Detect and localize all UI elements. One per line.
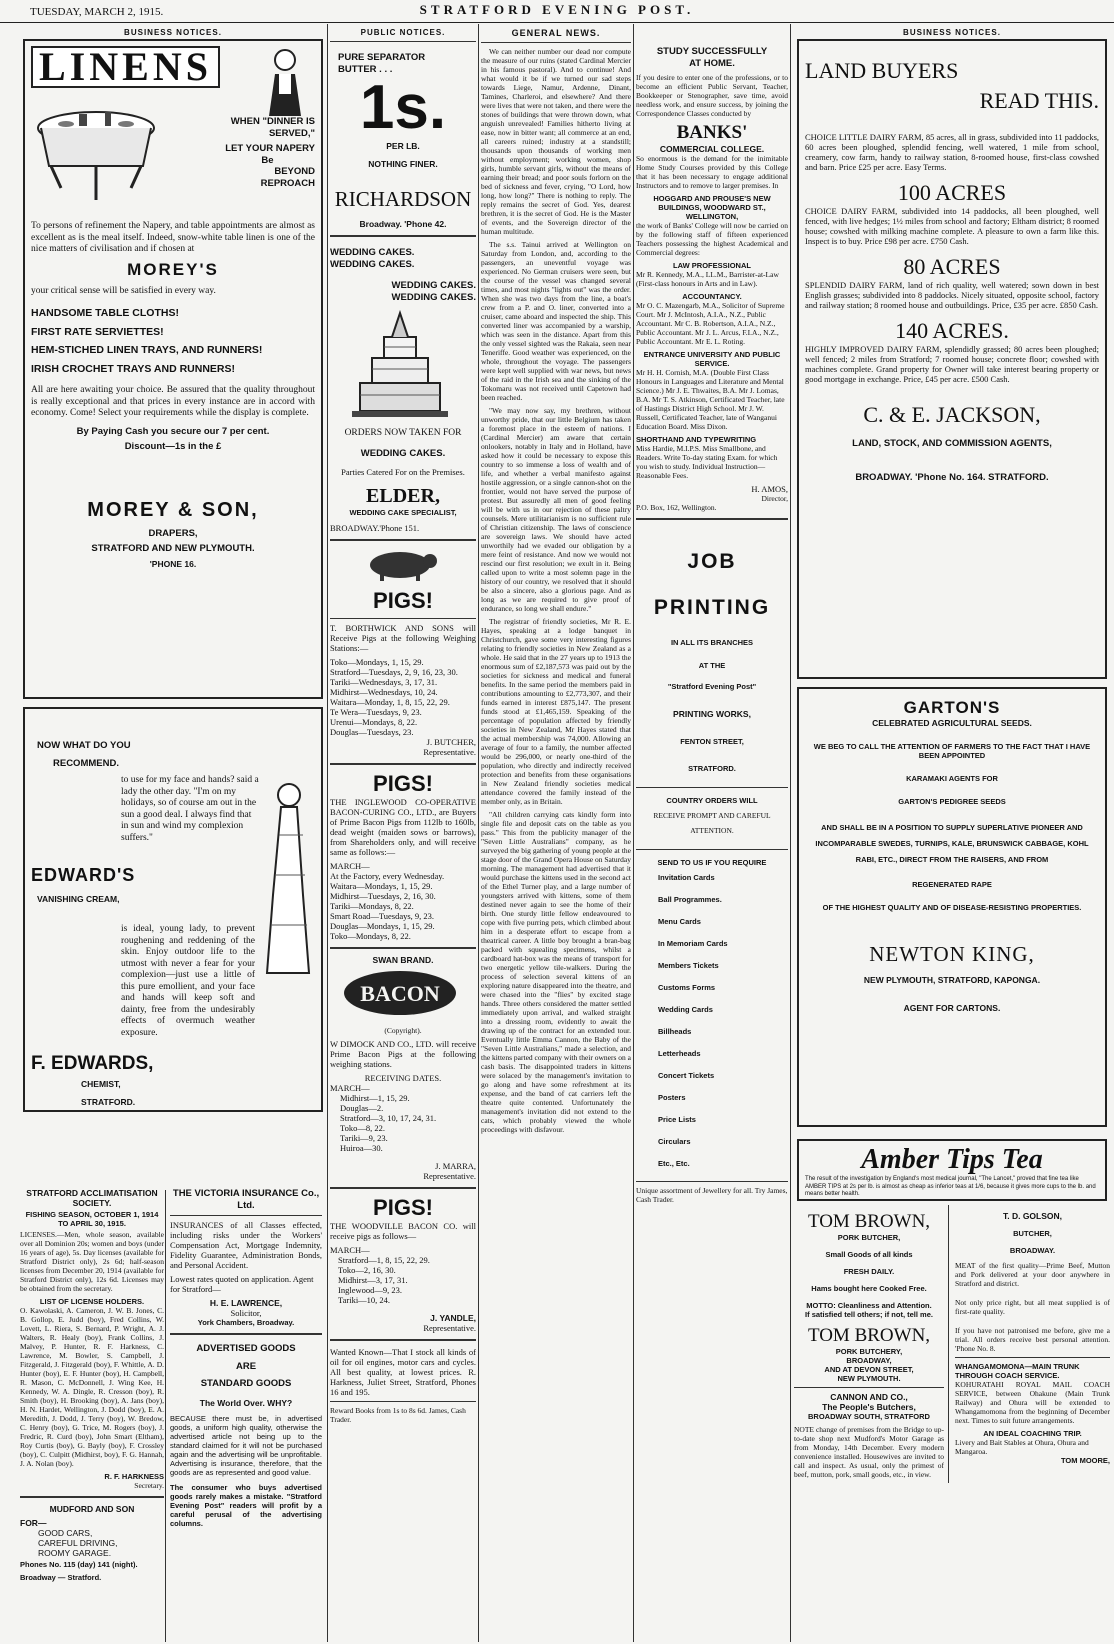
amber-tips-advert [797, 1139, 1107, 1201]
cannon-street: BROADWAY SOUTH, STRATFORD [808, 1412, 930, 1421]
tom-hams: Hams bought here Cooked Free. [811, 1284, 927, 1293]
swan-month: MARCH— [330, 1083, 370, 1093]
pigs3-sign: J. YANDLE, [430, 1313, 476, 1323]
tom-broadway: BROADWAY, [846, 1356, 892, 1365]
swan-station: Douglas—2. [340, 1103, 384, 1113]
cakes-orders: ORDERS NOW TAKEN FOR [344, 428, 462, 438]
golson-try: If you have not patronised me before, give me a trial. All orders receive best personal attention. 'Phone No. 8. [955, 1326, 1110, 1353]
land-heading-1: LAND BUYERS [805, 58, 959, 83]
richardson-street: Broadway. 'Phone 42. [359, 219, 447, 229]
garton-line-6: OF THE HIGHEST QUALITY AND OF DISEASE-RESISTING PROPERTIES. [822, 903, 1082, 912]
column-rule [327, 24, 328, 1642]
pigs1-station: Waitara—Monday, 1, 8, 15, 22, 29. [330, 697, 450, 707]
mudford-firm: MUDFORD AND SON [49, 1504, 135, 1514]
advert-body: BECAUSE there must be, in advertised goods, a uniform high quality, otherwise the advertised article not being up to the standard claimed for it will not be purchased again and the advertising will be unprofitable. Advertising is insurance, therefore, that the goods are as represented and good value. [170, 1413, 322, 1477]
waiter-illustration [255, 46, 315, 116]
coach-heading-2: KOHURATAHI ROYAL MAIL COACH SERVICE, between Ohakune (Main Trunk Railway) and Ohura will be extended to Whangamomona from the beginning of December next. Times to suit future arrangements. [955, 1380, 1110, 1425]
pigs3-month: MARCH— [330, 1245, 370, 1255]
news-paragraph: The s.s. Tainui arrived at Wellington on Saturday from London, and, according to the passengers, an uneventful voyage was experienced. No German cruisers were seen, but the course of the vessel was changed several times, and most nights "lights out" was the order. When she was two days from the line, a boat's crew from a P. and O. liner, converted into a cruiser, came aboard and inspected the ship. This converted liner was accompanied by a warship, which was seen in the distance. Apart from this the only vessel sighted was the Rakaia, seen near Teneriffe. Good weather was experienced, on the whole, throughout the voyage. The passengers were kept well supplied with war news, but news of the raid in the Irish sea and the sinking of the Tokomaru was not received until Capetown had been reached. [481, 240, 631, 402]
issue-date: TUESDAY, MARCH 2, 1915. [30, 6, 164, 18]
job-items [658, 873, 788, 1168]
banks-acc: Mr O. C. Mazengarb, M.A., Solicitor of Supreme Court. Mr J. McIntosh, A.I.A., N.Z., Public Accountant. Mr C. B. Robertson, A.I.A., N.Z., Public Accountant. Mr J. L. Arcus, F.I.A., N.Z., Public Accountant. Mr E. L. Roting. [636, 301, 785, 346]
pigs1-station: Stratford—Tuesdays, 2, 9, 16, 23, 30. [330, 667, 458, 677]
edwards-town: STRATFORD. [81, 1097, 136, 1107]
pigs3-station: Midhirst—3, 17, 31. [338, 1275, 408, 1285]
banks-heading-2: AT HOME. [689, 57, 735, 69]
job-item: Price Lists [658, 1115, 696, 1124]
edwards-firm: F. EDWARDS, [31, 1053, 154, 1074]
swan-sign: J. MARRA, [435, 1161, 476, 1171]
acclim-list-head: LIST OF LICENSE HOLDERS. [39, 1297, 145, 1306]
job-line-6: PRINTING WORKS, [673, 709, 751, 719]
acclim-title: STRATFORD ACCLIMATISATION SOCIETY. [26, 1188, 158, 1208]
coach-heading-1: WHANGAMOMONA—MAIN TRUNK THROUGH COACH SERVICE. [955, 1362, 1080, 1380]
banks-law-head: LAW PROFESSIONAL [673, 261, 751, 270]
golson-right: Not only price right, but all meat supplied is of first-rate quality. [955, 1298, 1110, 1316]
edwards-name: EDWARD'S [31, 865, 136, 885]
pigs2-month: MARCH— [330, 861, 370, 871]
mudford-phones: Phones No. 115 (day) 141 (night). [20, 1560, 138, 1569]
jackson-address: BROADWAY. 'Phone No. 164. STRATFORD. [855, 471, 1049, 483]
tom-devon: AND AT DEVON STREET, [824, 1365, 914, 1374]
tom-trade: PORK BUTCHER, [837, 1233, 901, 1242]
elder-spec: WEDDING CAKE SPECIALIST, [349, 508, 457, 517]
victoria-rates: Lowest rates quoted on application. Agent for Stratford— [170, 1274, 314, 1294]
morey-phone: 'PHONE 16. [149, 558, 197, 569]
news-paragraph: The registrar of friendly societies, Mr R. E. Hayes, speaking at a lodge banquet in Christchurch, gave some very interesting figures relating to friendly societies in New Zealand as a whole. He said that in the 27 years up to 1913 the enormous sum of £2,187,573 was paid out by the societies for sickness and medical and funeral benefits. In the same period the members paid in contributions amounting to £2,773,307, and their funds earned in interest £875,147. The present funds stood at £1,465,159. Speaking of the percentage of population affected by friendly societies in New Zealand, Mr Hayes stated that the actual membership was 74,000. Allowing an average of four to a family, the number affected would be 296,000, or nearly one-third of the population, who directly and indirectly received protection and benefits from these organisations in New Zealand friendly societies medical attendance covered the family instead of the member only, as in Britain. [481, 617, 631, 806]
section-heading: GENERAL NEWS. [511, 28, 601, 38]
garton-name: GARTON'S [903, 698, 1001, 717]
linens-tagline-4: BEYOND REPROACH [260, 166, 315, 189]
column-rule [790, 24, 791, 1642]
pig-icon [330, 547, 470, 583]
pigs2-station: Douglas—Mondays, 1, 15, 29. [330, 921, 435, 931]
coach-heading-4: Livery and Bait Stables at Ohura, Ohura and Mangaroa. [955, 1438, 1089, 1456]
land-para-2: CHOICE DAIRY FARM, subdivided into 14 paddocks, all been ploughed, well fenced, with live hedges; 1½ miles from school and factory; Eltham district; 8 roomed house; cowshed with milking machine complete. A pleasure to own a farm like this. Inspect is to buy. Price £98 per acre. £750 Cash. [805, 206, 1099, 246]
wedding-cake-illustration [330, 303, 470, 423]
tom-brown-advert [794, 1205, 949, 1483]
linens-item: FIRST RATE SERVIETTES! [31, 325, 164, 338]
land-para-3: SPLENDID DAIRY FARM, land of rich quality, well watered; sown down in best English grasses; subdivided into 8 paddocks. Nicely situated, opposite school, factory and railway station; 8 roomed house and outbuildings. Price, £35 per acre. £850 Cash. [805, 280, 1099, 310]
pigs3-role: Representative. [423, 1323, 476, 1333]
land-title-4: 140 ACRES. [895, 318, 1009, 343]
pigs2-station: Midhirst—Tuesdays, 2, 16, 30. [330, 891, 436, 901]
pigs2-station: Tariki—Mondays, 8, 22. [330, 901, 414, 911]
banks-role: Director, [761, 494, 788, 503]
acclim-role: Secretary. [134, 1481, 164, 1490]
linens-item: IRISH CROCHET TRAYS AND RUNNERS! [31, 362, 235, 375]
banks-demand: So enormous is the demand for the inimitable Home Study Courses provided by this College that it has been necessary to engage additional Instructors and to remove to larger premises. In [636, 154, 788, 190]
linens-item: HEM-STICHED LINEN TRAYS, AND RUNNERS! [31, 344, 263, 356]
victoria-agent: H. E. LAWRENCE, [209, 1298, 283, 1308]
tom-shop: PORK BUTCHERY, [835, 1347, 903, 1356]
banks-college: COMMERCIAL COLLEGE. [659, 144, 765, 154]
linens-intro: To persons of refinement the Napery, and table appointments are almost as excellent as is the meal itself. Indeed, snow-white table linen is one of the nice matters of civilisation and if chosen at [31, 221, 315, 254]
elder-phone: 'Phone 151. [379, 523, 420, 533]
swan-brand: SWAN BRAND. [372, 955, 434, 965]
victoria-title: THE VICTORIA INSURANCE Co., Ltd. [172, 1188, 320, 1211]
garton-sub: CELEBRATED AGRICULTURAL SEEDS. [872, 718, 1032, 728]
amber-title: Amber Tips Tea [861, 1144, 1043, 1175]
section-heading: BUSINESS NOTICES. [903, 28, 1001, 37]
butter-per: PER LB. [386, 141, 420, 151]
advert-line-2: ARE [235, 1360, 257, 1372]
pigs1-intro: T. BORTHWICK AND SONS will Receive Pigs at the following Weighing Stations:— [330, 623, 476, 653]
lady-illustration [259, 775, 315, 975]
job-line-5: "Stratford Evening Post" [667, 682, 757, 691]
job-line-2: PRINTING [653, 596, 771, 619]
section-heading: PUBLIC NOTICES. [360, 28, 446, 37]
jackson-agents: LAND, STOCK, AND COMMISSION AGENTS, [852, 438, 1052, 449]
coach-sign: TOM MOORE, [1060, 1456, 1110, 1465]
tom-name-2: TOM BROWN, [807, 1325, 931, 1346]
cannon-body: NOTE change of premises from the Bridge to up-to-date shop next Mudford's Motor Garage as from Monday, 14th December. Every modern convenience installed. Housewives are invited to call and inspect. As usual, only the primest of beef, mutton, pork, small goods, etc., in view. [794, 1425, 944, 1479]
swan-dates: RECEIVING DATES. [364, 1073, 442, 1083]
edwards-question-2: RECOMMEND. [53, 757, 119, 769]
edwards-advert [23, 707, 323, 1112]
morey-name: MOREY'S [127, 259, 219, 279]
edwards-product: VANISHING CREAM, [37, 894, 120, 904]
swan-station: Toko—8, 22. [340, 1123, 385, 1133]
cakes-heading: WEDDING CAKES. [391, 280, 476, 291]
mudford-line: GOOD CARS, [38, 1528, 93, 1538]
wanted-notice: Wanted Known—That I stock all kinds of oil for oil engines, motor cars and cycles. All best quality, at lowest prices. R. Harkness, Juliet Street, Stratford, Phones 16 and 195. [330, 1347, 476, 1397]
job-item: Etc., Etc. [658, 1159, 690, 1168]
land-heading-2: READ THIS. [979, 88, 1099, 113]
job-line-9: COUNTRY ORDERS WILL [666, 796, 758, 805]
job-send: SEND TO US IF YOU REQUIRE [657, 858, 767, 867]
butter-line-2: BUTTER . . . [338, 63, 393, 75]
tom-motto: MOTTO: Cleanliness and Attention. [806, 1301, 932, 1310]
cakes-wc: WEDDING CAKES. [360, 447, 446, 459]
edwards-question-1: NOW WHAT DO YOU [37, 740, 131, 751]
swan-station: Midhirst—1, 15, 29. [340, 1093, 410, 1103]
linens-sense: your critical sense will be satisfied in every way. [31, 285, 216, 296]
job-item: Posters [658, 1093, 686, 1102]
butter-nothing: NOTHING FINER. [368, 159, 438, 169]
linens-tagline-1: WHEN "DINNER IS SERVED," [230, 116, 315, 139]
banks-short: Miss Hardie, M.I.P.S. Miss Smallbone, and Readers. Write To-day stating Exam. for which you wish to study. Individual Instruction—Reasonable Fees. [636, 444, 778, 480]
job-item: Members Tickets [658, 961, 719, 970]
banks-heading-1: STUDY SUCCESSFULLY [656, 46, 768, 57]
job-item: Billheads [658, 1027, 692, 1036]
job-item: Invitation Cards [658, 873, 715, 882]
jackson-firm: C. & E. JACKSON, [863, 402, 1041, 427]
pigs-title: PIGS! [373, 1195, 433, 1220]
mudford-line: CAREFUL DRIVING, [38, 1538, 118, 1548]
banks-acc-head: ACCOUNTANCY. [682, 292, 742, 301]
banks-building: HOGGARD AND PROUSE'S NEW BUILDINGS, WOODWARD ST., WELLINGTON, [653, 194, 771, 221]
pigs2-list [330, 871, 476, 941]
mudford-for: FOR— [20, 1518, 47, 1528]
job-line-3: IN ALL ITS BRANCHES [670, 638, 754, 647]
pigs1-sign: J. BUTCHER, [426, 737, 476, 747]
land-para-1: CHOICE LITTLE DAIRY FARM, 85 acres, all in grass, subdivided into 11 paddocks, 60 acres been ploughed, splendid fencing, well watered, 1 mile from school, creamery, cow farm, handy to railway station, 8-roomed house, first-class cowshed and barn. Price £25 per acre. Easy Terms. [805, 132, 1099, 172]
cannon-name: CANNON AND CO., [830, 1392, 908, 1402]
golson-street: BROADWAY. [1009, 1246, 1056, 1255]
tom-np: NEW PLYMOUTH. [837, 1374, 901, 1383]
victoria-body: INSURANCES of all Classes effected, including risks under the Workers' Compensation Act, Mortgage Indemnity, Fidelity Guarantee, Administration Bonds, and Personal Accident. [170, 1220, 322, 1270]
golson-advert [949, 1205, 1110, 1483]
linens-items [31, 307, 315, 375]
job-item: Circulars [658, 1137, 691, 1146]
job-item: Ball Programmes. [658, 895, 722, 904]
job-line-11: ATTENTION. [690, 826, 734, 835]
job-item: Customs Forms [658, 983, 716, 992]
pigs3-station: Tariki—10, 24. [338, 1295, 391, 1305]
pigs1-list [330, 657, 476, 737]
pigs3-station: Toko—2, 16, 30. [338, 1265, 396, 1275]
reward-notice: Reward Books from 1s to 8s 6d. James, Cash Trader. [330, 1406, 466, 1424]
banks-name: BANKS' [676, 122, 748, 143]
victoria-insurance-advert [170, 1188, 322, 1532]
job-item: In Memoriam Cards [658, 939, 728, 948]
banks-short-head: SHORTHAND AND TYPEWRITING [636, 435, 757, 444]
pigs1-station: Tariki—Wednesdays, 3, 17, 31. [330, 677, 438, 687]
butter-price: 1s. [359, 73, 447, 142]
pigs3-intro: THE WOODVILLE BACON CO. will receive pigs as follows— [330, 1221, 476, 1241]
mudford-street: Broadway — Stratford. [20, 1573, 102, 1582]
news-paragraph: We can neither number our dead nor compute the measure of our ruins (stated Cardinal Mercier in his famous pastoral). And to continue! And what would it be if we turned our sad steps towards Liege, Namur, Ardenne, Dinant, Tamines, Charleroi, and elsewhere? And there were lives that were not taken, and there were the stones of buildings that were thrown down, what anguish unrevealed! Families hitherto living at ease, now in bitter want; all commerce at an end, all careers ruined; industry at a standstill; thousands upon thousands of working men without employment; working women, shop girls, humble servant girls, without the means of earning their bread; and poor souls forlorn on the bed of sickness and fever, crying, "O Lord, how long, how long?" There is nothing to reply. The reply remains the secret of God. Yes, dearest brethren, it is the secret of God. He is the Master of events, and the Sovereign director of the human multitude. [481, 47, 631, 236]
garton-line-5: REGENERATED RAPE [912, 880, 992, 889]
garton-line-3: GARTON'S PEDIGREE SEEDS [898, 797, 1006, 806]
tom-fresh-2: FRESH DAILY. [843, 1267, 895, 1276]
edwards-body: is ideal, young lady, to prevent roughening and reddening of the skin. Enjoy outdoor life to the utmost with never a fear for your complexion—just use a little of this pure emollient, and your face and hands will keep soft and dainty, free from the undesirably effects of overmuch weather exposure. [121, 924, 255, 1038]
morey-firm: MOREY & SON, [87, 498, 259, 521]
edwards-quote: to use for my face and hands? said a lady the other day. "I'm on my holidays, so of course am out in the sun a good deal. I always find that in sun and wind my complexion suffers." [121, 775, 259, 843]
linens-tagline-3: Be [261, 154, 274, 166]
job-line-7: FENTON STREET, [680, 737, 744, 746]
job-item: Letterheads [658, 1049, 701, 1058]
job-item: Concert Tickets [658, 1071, 715, 1080]
elder-street: BROADWAY. [330, 523, 380, 533]
job-item: Menu Cards [658, 917, 701, 926]
banks-sign: H. AMOS, [751, 484, 788, 494]
swan-intro: W DIMOCK AND CO., LTD. will receive Prime Bacon Pigs at the following weighing stations. [330, 1039, 476, 1069]
tom-satisfied: If satisfied tell others; if not, tell me. [805, 1310, 933, 1319]
advert-line-4: The World Over. WHY? [199, 1397, 293, 1408]
banks-law: Mr R. Kennedy, M.A., LL.M., Barrister-at-Law (First-class honours in Arts and in Law). [636, 270, 779, 288]
section-heading: BUSINESS NOTICES. [124, 28, 222, 37]
unique-notice: Unique assortment of Jewellery for all. Try James, Cash Trader. [636, 1186, 788, 1204]
pigs1-station: Urenui—Mondays, 8, 22. [330, 717, 418, 727]
pigs3-station: Inglewood—9, 23. [338, 1285, 402, 1295]
bacon-pig-logo [330, 965, 470, 1021]
news-paragraph: "All children carrying cats kindly form into single file and deposit cats on the table as you pass." This from the publicity manager of the "Seven Little Australians" company, as he surveyed the big gathering of young people at the stage door of the Grand Opera House on Saturday morning. The management had advertised that it would purchase the kittens used in the second act of the Ethel Turner play, and a large number of youngsters arrived with kittens, some of them destined never again to see the home of their birth. One sturdy little fellow endeavoured to cope with five purring pets, which climbed about him in a desperate effort to escape from a theatrical career. A little boy brought a bran-bag packed with squealing specimens, whilst a cardboard hat-box was the means of transport for two energetic yellow tile-walkers. During the process of selection several kittens of an exploring nature disappeared into the theatre, and were chased into the "flies" by excited stage hands. Three others considered the matter settled immediately upon arrival, and walked straight into a dressing room, evidently to await the drawing up of the contract for an extended tour. Eventually little Emma Cannon, the Baby of the "Seven Little Australians," made a selection, and the kittens parted company with their owners on a cash basis. The disappointed traders in kittens were solaced by the management's invitation to go along and have some refreshment at its expense, and the band of cat carriers left the theatre quite contented. Unfortunately the management's invitation did not extend to the cats, which probably viewed the whole proceedings with disfavour. [481, 810, 631, 1134]
banks-box: P.O. Box, 162, Wellington. [636, 503, 717, 512]
pigs1-station: Midhirst—Wednesdays, 10, 24. [330, 687, 438, 697]
linens-tagline-2: LET YOUR NAPERY [225, 143, 315, 154]
swan-copyright: (Copyright). [384, 1026, 422, 1035]
linens-item: HANDSOME TABLE CLOTHS! [31, 307, 179, 319]
acclim-list: O. Kawolaski, A. Cameron, J. W. B. Jones, C. B. Gollop, E. Judd (boy), Fred Collins, W. Lovett, L. Riera, S. Bernard, P. Wright, A. J. Walters, R. Healy (boy), Frank Collins, J. Malvey, P. Hunter, R. F. Harkness, C. Lawrence, M. Bowler, S. Campbell, J. Fitzgerald, J. Fitzgerald (boy), F. Whittle, A. D. Hunter (boy), E. F. Hunter (boy), H. Campbell, R. Mason, C. McDonnell, J. Wing Kee, H. Kennedy, W. A. Dingle, R. Cresson (boy), R. Smith (boy), H. Brooking (boy), A. Jans (boy), H. N. Hardet, Wellington, J. Dodd (boy), E. A. Meredith, J. Dodd, J. Terry (boy), W. Bredow, C. Henry (boy), G. Trice, M. Rogers (boy), J. Fredric, R. Curd (boy), John Smart (Eltham), Roy Curtis (boy), G. Bayly (boy), F. Crossley (boy), C. Culpitt (Midhirst, boy), F. G. Hannah, J. A. Nolan (boy). [20, 1306, 164, 1468]
linens-discount: Discount—1s in the £ [124, 441, 222, 452]
butter-line-1: PURE SEPARATOR [338, 52, 426, 63]
pigs-title: PIGS! [373, 771, 433, 796]
pigs2-station: Toko—Mondays, 8, 22. [330, 931, 411, 941]
job-line-4: AT THE [698, 661, 726, 670]
edwards-chemist: CHEMIST, [81, 1079, 121, 1089]
banks-ent: Mr H. H. Cornish, M.A. (Double First Class Honours in Languages and Literature and Mental Science.) Mr J. E. Thwaites, B.A. Mr J. Lomas, B.A. Mr T. S. Atkinson, Certificated Teacher, late of Hastings District High School. Mr J. W. Russell, Certificated Teacher, late of Wanganui Education Board. Miss Dixon. [636, 368, 785, 431]
column-general-news [481, 24, 631, 1640]
mudford-line: ROOMY GARAGE. [38, 1548, 112, 1558]
job-line-8: STRATFORD. [688, 764, 736, 773]
pigs1-role: Representative. [423, 747, 476, 757]
pigs1-station: Douglas—Tuesdays, 23. [330, 727, 414, 737]
job-line-10: RECEIVE PROMPT AND CAREFUL [653, 811, 771, 820]
linens-title: LINENS [31, 46, 220, 88]
golson-body: MEAT of the first quality—Prime Beef, Mutton and Pork delivered at your door anywhere in Stratford and district. [955, 1261, 1110, 1288]
pigs3-station: Stratford—1, 8, 15, 22, 29. [338, 1255, 430, 1265]
column-rule [633, 24, 634, 1642]
banks-ent-head: ENTRANCE UNIVERSITY AND PUBLIC SERVICE. [643, 350, 781, 368]
linens-cash: By Paying Cash you secure our 7 per cent. [76, 425, 270, 437]
newton-king: NEWTON KING, [869, 942, 1035, 966]
bacon-logo-text: BACON [360, 981, 440, 1006]
column-rule [478, 24, 479, 1642]
garton-line-4: AND SHALL BE IN A POSITION TO SUPPLY SUPERLATIVE PIONEER AND INCOMPARABLE SWEDES, TURNIPS, KALE, BRUNSWICK CABBAGE, KOHL RABI, ETC., DIRECT FROM THE RAISERS, AND FROM [815, 823, 1089, 864]
golson-trade: BUTCHER, [1013, 1229, 1052, 1238]
tom-name: TOM BROWN, [807, 1211, 931, 1232]
linens-await: All are here awaiting your choice. Be assured that the quality throughout is really exceptional and that prices in every instance are in accord with economy. Come! Select your requirements while the display is complete. [31, 385, 315, 418]
cakes-heading: WEDDING CAKES. [330, 247, 415, 258]
column-business-right [794, 24, 1110, 1640]
garton-line-1: WE BEG TO CALL THE ATTENTION OF FARMERS TO THE FACT THAT I HAVE BEEN APPOINTED [813, 742, 1091, 760]
pigs1-station: Toko—Mondays, 1, 15, 29. [330, 657, 424, 667]
column-public-notices [330, 24, 476, 1640]
job-item: Wedding Cards [658, 1005, 713, 1014]
swan-list [340, 1093, 476, 1153]
garton-line-2: KARAMAKI AGENTS FOR [906, 774, 998, 783]
acclim-season: FISHING SEASON, OCTOBER 1, 1914 TO APRIL 30, 1915. [25, 1210, 159, 1228]
swan-role: Representative. [423, 1171, 476, 1181]
morey-drapers: DRAPERS, [148, 527, 198, 539]
victoria-address: York Chambers, Broadway. [197, 1318, 295, 1327]
pigs3-list [338, 1255, 476, 1305]
swan-station: Tariki—9, 23. [340, 1133, 388, 1143]
richardson-name: RICHARDSON [334, 187, 472, 211]
golson-name: T. D. GOLSON, [1002, 1211, 1063, 1221]
acclim-sign: R. F. HARKNESS [104, 1472, 164, 1481]
pigs2-station: At the Factory, every Wednesday. [330, 871, 445, 881]
cakes-parties: Parties Catered For on the Premises. [341, 467, 465, 477]
advert-line-1: ADVERTISED GOODS [196, 1343, 296, 1354]
amber-desc: The result of the investigation by England's most medical journal, "The Lancet," proved that fine tea like AMBER TIPS at 2s per lb. is almost as cheap as inferior teas at 1/6, because it gives more cups to the lb. and means better health. [805, 1176, 1096, 1197]
pigs2-intro: THE INGLEWOOD CO-OPERATIVE BACON-CURING CO., LTD., are Buyers of Prime Bacon Pigs from 112lb to 160lb, dead weight (maiden sows or barrows), from Shareholders only, and will receive same as follows:— [330, 797, 476, 857]
cakes-heading: WEDDING CAKES. [330, 258, 415, 270]
land-buyers-advert [797, 39, 1107, 679]
advert-line-3: STANDARD GOODS [200, 1378, 292, 1389]
morey-towns: STRATFORD AND NEW PLYMOUTH. [91, 543, 255, 554]
victoria-solicitor: Solicitor, [230, 1308, 262, 1318]
swan-station: Huiroa—30. [340, 1143, 383, 1153]
column-college-printing [636, 24, 788, 1640]
pigs2-station: Smart Road—Tuesdays, 9, 23. [330, 911, 435, 921]
linens-advert [23, 39, 323, 699]
land-title-3: 80 ACRES [903, 254, 1001, 279]
tom-fresh-1: Small Goods of all kinds [825, 1250, 913, 1259]
land-para-4: HIGHLY IMPROVED DAIRY FARM, splendidly grassed; 80 acres been ploughed; well fenced; 2 miles from Stratford; 7 roomed house; concrete floor; cowshed with machines complete. Grand property for Owner will take interest bearing property or good mortgage in exchange. Price, £45 per acre. £500 Cash. [805, 344, 1099, 384]
acclimatisation-notice [20, 1188, 164, 1582]
masthead [0, 0, 1114, 23]
swan-station: Stratford—3, 10, 17, 24, 31. [340, 1113, 437, 1123]
job-line-1: JOB [687, 550, 737, 573]
pigs2-station: Waitara—Mondays, 1, 15, 29. [330, 881, 433, 891]
elder-name: ELDER, [366, 485, 440, 507]
land-title-2: 100 ACRES [897, 180, 1007, 205]
newton-towns: NEW PLYMOUTH, STRATFORD, KAPONGA. [863, 975, 1041, 985]
dining-table-illustration [31, 88, 161, 208]
news-paragraph: "We may now say, my brethren, without unworthy pride, that our little Belgium has taken a foremost place in the esteem of nations. I (Cardinal Mercier) am aware that certain onlookers, notably in Italy and in Holland, have asked how it could be necessary to expose this country to so immense a loss of wealth and of life, and whether a verbal manifesto against hostile aggression, or a single cannon-shot on the frontier, would not have served the purpose of protest. But assuredly all men of good feeling will be with us in our rejection of these paltry counsels. Mere utilitarianism is no sufficient rule of Christian citizenship. The laws of conscience are sovereign laws. We should have acted unworthily had we evaded our obligation by a mere feint of resistance. And now we would not rescind our first resolution; we exult in it. Being called upon to write a most solemn page in the history of our country, we resolved that it should be also a sincere, also a glorious page. And as long as we are required to give proof of endurance, so long we shall endure." [481, 406, 631, 613]
acclim-body: LICENSES.—Men, whole season, available over all Dominion 20s; women and boys (under 16 years of age), 5s. Day licenses (available for Stratford District only), 2s 6d; half-season licenses from December 20, 1914 (available for Stratford District only), 12s 6d. Licenses may be obtained from the secretary. [20, 1230, 164, 1293]
linens-header [31, 46, 315, 213]
newton-agent: AGENT FOR CARTONS. [903, 1003, 1001, 1013]
pigs1-station: Te Wera—Tuesdays, 9, 23. [330, 707, 422, 717]
cakes-heading: WEDDING CAKES. [391, 291, 476, 303]
column-business-left [20, 24, 326, 1640]
advert-tail: The consumer who buys advertised goods rarely makes a mistake. "Stratford Evening Post" readers will profit by a careful perusal of the advertising columns. [170, 1482, 322, 1528]
newspaper-title: STRATFORD EVENING POST. [419, 2, 695, 17]
pigs-title: PIGS! [373, 588, 433, 613]
banks-intro: If you desire to enter one of the professions, or to become an efficient Public Servant, Teacher, Bookkeeper or Stenographer, save time, avoid needless work, and ensure success, by joining the Correspondence Classes conducted by [636, 73, 788, 118]
coach-heading-3: AN IDEAL COACHING TRIP. [983, 1429, 1082, 1438]
banks-staff: the work of Banks' College will now be carried on by the following staff of fifteen experienced Teachers possessing the highest Academical and Commercial degrees: [636, 221, 788, 257]
cannon-trade: The People's Butchers, [822, 1402, 916, 1412]
garton-advert [797, 687, 1107, 1127]
